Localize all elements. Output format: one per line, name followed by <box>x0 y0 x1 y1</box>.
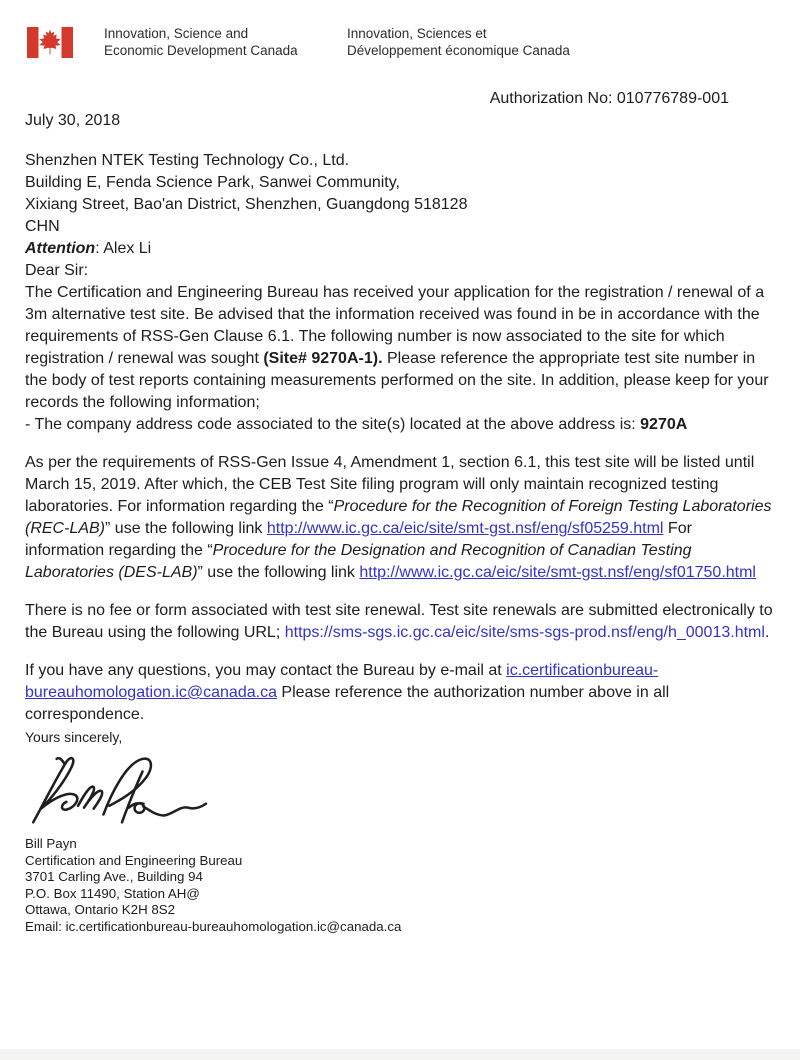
department-name-english <box>104 26 298 59</box>
department-name-english-line2: Economic Development Canada <box>104 42 298 58</box>
recipient-country: CHN <box>25 218 60 235</box>
signatory-address-line1: 3701 Carling Ave., Building 94 <box>25 869 203 884</box>
paragraph-listing-text1: As per the requirements of RSS-Gen Issue 4, Amendment 1, section 6.1, this test site will be listed until March 15, 2019. After which, the CEB Test Site filing program will only maintain recognized testing laboratories. For information regarding the “ <box>25 454 755 515</box>
recipient-company: Shenzhen NTEK Testing Technology Co., Ltd. <box>25 152 350 169</box>
paragraph-renewal-text1: There is no fee or form associated with test site renewal. Test site renewals are submitted electronically to the Bureau using the following URL; <box>25 602 773 641</box>
signature-block <box>25 836 775 935</box>
bureau-email-link[interactable]: ic.certificationbureau-bureauhomologation.ic@canada.ca <box>25 662 659 701</box>
attention-line <box>25 238 775 260</box>
letter-body <box>25 88 775 935</box>
signatory-address-line2: P.O. Box 11490, Station AH@ <box>25 885 200 901</box>
paragraph-listing-text2: ” use the following link <box>105 520 267 537</box>
department-name-french-line2: Développement économique Canada <box>347 42 570 58</box>
company-code: 9270A <box>640 416 688 433</box>
recipient-address-block <box>25 150 775 238</box>
signatory-email: Email: ic.certificationbureau-bureauhomologation.ic@canada.ca <box>25 918 402 934</box>
page-bottom-scan-edge <box>0 1049 800 1060</box>
attention-label: Attention <box>25 240 96 257</box>
department-name-french-line1: Innovation, Sciences et <box>347 26 487 41</box>
paragraph-contact <box>25 660 775 726</box>
paragraph-listing-text4: ” use the following link <box>197 564 360 581</box>
company-code-text: - The company address code associated to the site(s) located at the above address is: <box>25 416 641 433</box>
closing-salutation: Yours sincerely, <box>25 729 123 745</box>
rec-lab-link[interactable]: http://www.ic.gc.ca/eic/site/smt-gst.nsf/eng/sf05259.html <box>266 520 664 537</box>
attention-value: : Alex Li <box>95 240 152 257</box>
recipient-address-line2: Xixiang Street, Bao'an District, Shenzhen, Guangdong 518128 <box>25 196 468 213</box>
company-code-line <box>25 414 775 436</box>
authorization-number: Authorization No: 010776789-001 <box>489 90 729 107</box>
paragraph-contact-text2: Please reference the authorization number above in all correspondence. <box>25 684 670 723</box>
salutation: Dear Sir: <box>25 262 89 279</box>
paragraph-application-text2: Please reference the appropriate test site number in the body of test reports containing measurements performed on the site. In addition, please keep for your records the following information; <box>25 350 769 411</box>
recipient-address-line1: Building E, Fenda Science Park, Sanwei Community, <box>25 174 400 191</box>
signatory-office: Certification and Engineering Bureau <box>25 852 243 868</box>
paragraph-application-text1: The Certification and Engineering Bureau has received your application for the registration / renewal of a 3m alternative test site. Be advised that the information received was found in be in accordance with the requirements of RSS-Gen Clause 6.1. The following number is now associated to the site for which registration / renewal was sought <box>25 284 765 367</box>
renewal-url-link[interactable]: https://sms-sgs.ic.gc.ca/eic/site/sms-sgs-prod.nsf/eng/h_00013.html <box>284 624 765 641</box>
paragraph-listing <box>25 452 775 584</box>
signatory-name: Bill Payn <box>25 836 77 851</box>
paragraph-application <box>25 282 775 414</box>
rec-lab-procedure-title: Procedure for the Recognition of Foreign Testing Laboratories (REC-LAB) <box>25 498 772 537</box>
signature-image <box>27 754 217 834</box>
paragraph-renewal <box>25 600 775 644</box>
paragraph-renewal-text2: . <box>764 624 770 641</box>
signatory-address-line3: Ottawa, Ontario K2H 8S2 <box>25 902 176 917</box>
site-number: (Site# 9270A-1). <box>263 350 383 367</box>
letter-date: July 30, 2018 <box>25 112 121 129</box>
des-lab-procedure-title: Procedure for the Designation and Recognition of Canadian Testing Laboratories (DES-LAB) <box>25 542 692 581</box>
paragraph-listing-text3: For information regarding the “ <box>25 520 692 559</box>
paragraph-contact-text1: If you have any questions, you may contact the Bureau by e-mail at <box>25 662 507 679</box>
des-lab-link[interactable]: http://www.ic.gc.ca/eic/site/smt-gst.nsf/eng/sf01750.html <box>359 564 756 581</box>
department-name-french <box>347 26 570 59</box>
canada-flag-icon <box>27 27 73 58</box>
department-name-english-line1: Innovation, Science and <box>104 26 249 41</box>
